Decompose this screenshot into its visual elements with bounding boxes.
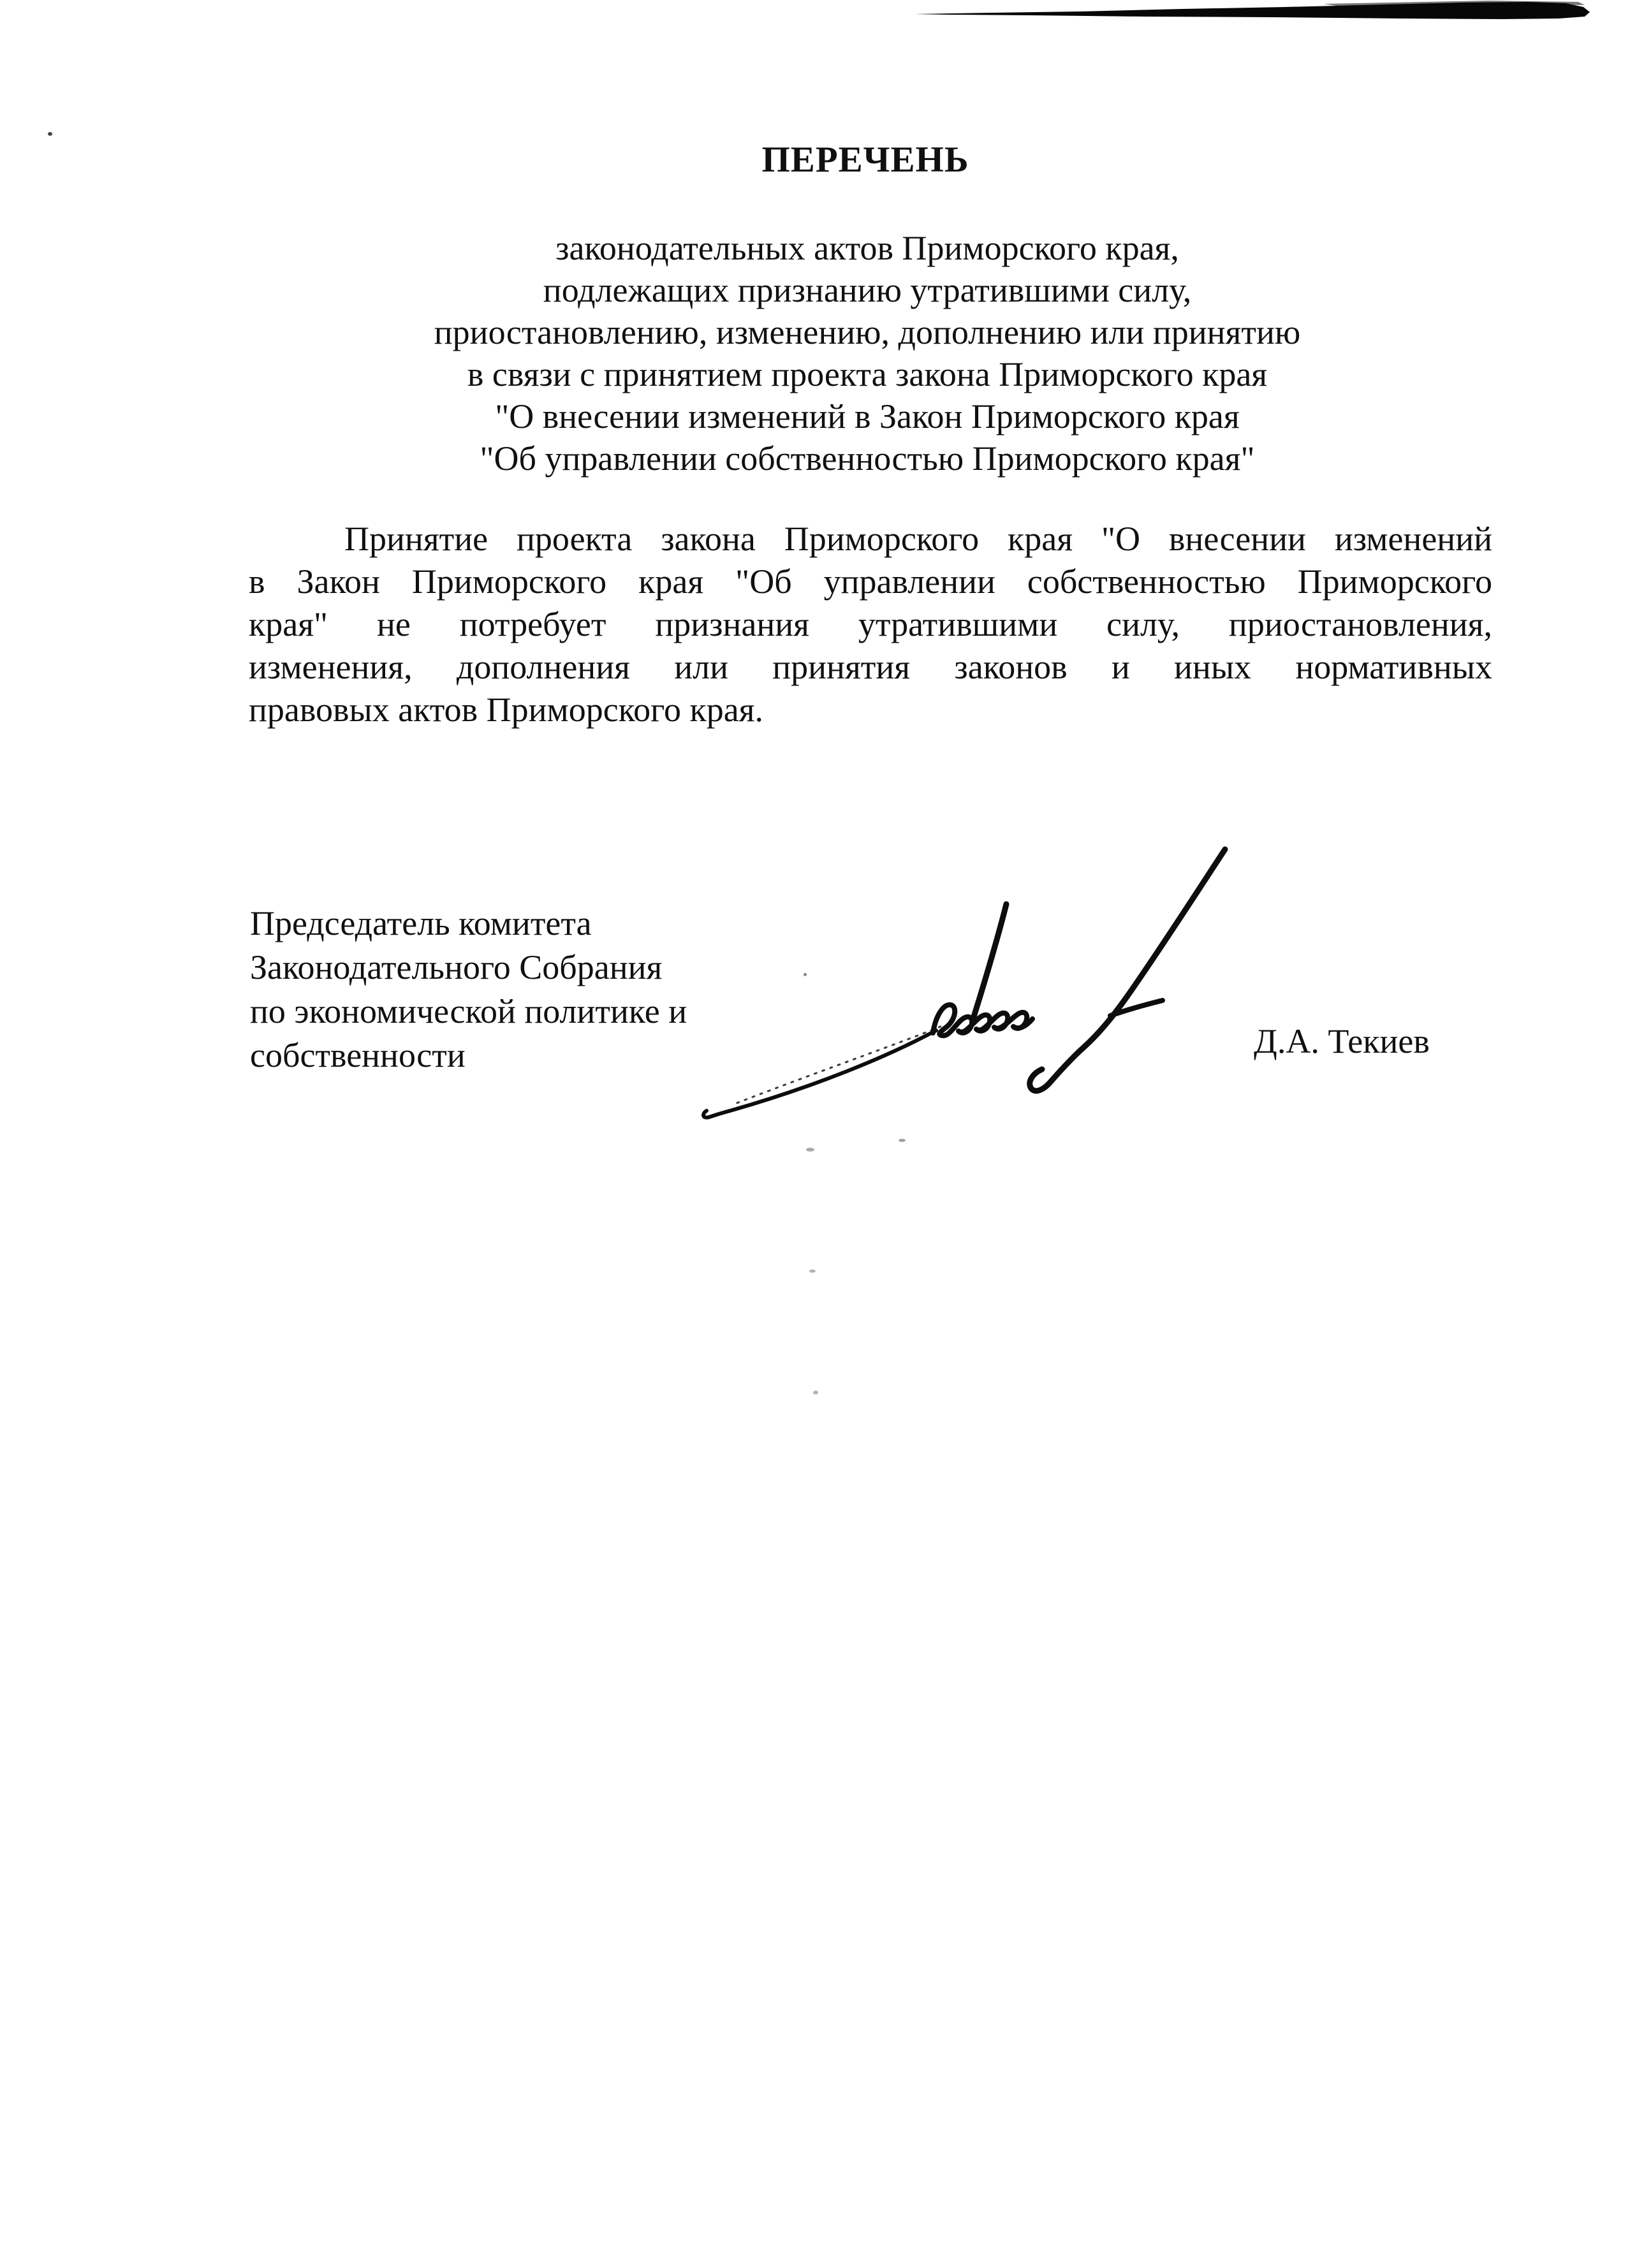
signer-position-line: собственности: [250, 1036, 466, 1074]
signer-name: Д.А. Текиев: [1254, 1022, 1430, 1060]
handwritten-signature: [670, 816, 1244, 1135]
subtitle-line: приостановлению, изменению, дополнению или принятию: [434, 313, 1301, 351]
document-subtitle: [246, 227, 1489, 479]
paragraph-line: края" не потребует признания утратившими силу, приостановления,: [249, 605, 1492, 643]
subtitle-line: в связи с принятием проекта закона Приморского края: [467, 355, 1268, 393]
scan-speck: [804, 973, 807, 976]
subtitle-line: "Об управлении собственностью Приморского края": [480, 439, 1255, 478]
paragraph-line: в Закон Приморского края "Об управлении собственностью Приморского: [249, 562, 1492, 601]
signer-position-line: по экономической политике и: [250, 992, 687, 1030]
scan-speck: [813, 1391, 818, 1394]
scan-speck: [806, 1148, 814, 1152]
scan-speck: [48, 132, 52, 136]
subtitle-line: "О внесении изменений в Закон Приморского края: [495, 397, 1240, 435]
scan-speck: [809, 1269, 816, 1273]
signer-position-line: Председатель комитета: [250, 904, 592, 942]
paragraph-line: изменения, дополнения или принятия законов и иных нормативных: [249, 648, 1492, 686]
paragraph-line: правовых актов Приморского края.: [249, 691, 764, 729]
paragraph-line: Принятие проекта закона Приморского края "О внесении изменений: [344, 520, 1492, 558]
body-paragraph: [249, 518, 1492, 731]
subtitle-line: подлежащих признанию утратившими силу,: [543, 271, 1192, 309]
scan-speck: [899, 1139, 906, 1142]
scan-artifact-streak: [915, 0, 1594, 26]
subtitle-line: законодательных актов Приморского края,: [555, 229, 1179, 267]
document-title: ПЕРЕЧЕНЬ: [761, 140, 969, 180]
signer-position-line: Законодательного Собрания: [250, 948, 663, 986]
